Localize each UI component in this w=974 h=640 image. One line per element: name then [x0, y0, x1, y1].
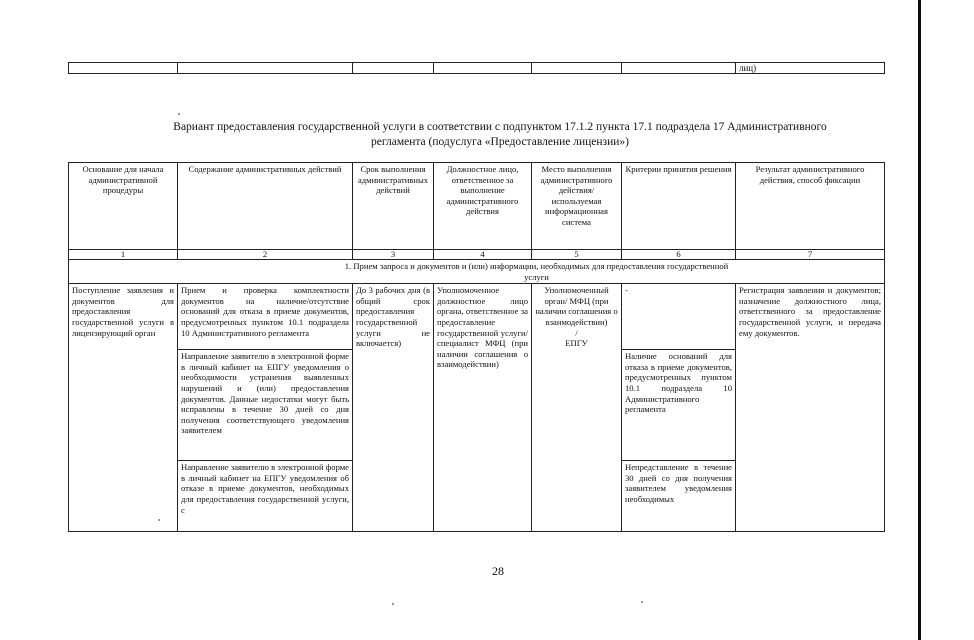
header-cell: Должностное лицо, ответственное за выполнение административного действия [434, 163, 532, 250]
continuation-row [69, 63, 885, 74]
column-number-row [69, 250, 885, 260]
scan-speck [178, 113, 180, 115]
criteria-cell: Непредставление в течение 30 дней со дня получения заявителем уведомления необходимых [622, 461, 736, 532]
column-number: 6 [622, 250, 736, 260]
section-heading [120, 120, 880, 150]
place-portal: ЕПГУ [565, 338, 588, 349]
column-number: 2 [178, 250, 353, 260]
term-cell: До 3 рабочих дня (в общий срок предоставления государственной услуги не включается) [353, 284, 434, 532]
header-cell: Срок выполнения административных действий [353, 163, 434, 250]
header-cell: Критерии принятия решения [622, 163, 736, 250]
action-cell: Направление заявителю в электронной форме в личный кабинет на ЕПГУ уведомления об отказе в приеме документов, необходимых для предоставления государственной услуги, с [178, 461, 353, 532]
scan-speck [158, 519, 160, 521]
heading-line-2: регламента (подуслуга «Предоставление лицензии») [371, 136, 629, 148]
section-title: 1. Прием запроса и документов и (или) информации, необходимых для предоставления государственной услуги [69, 260, 885, 284]
place-separator: / [575, 327, 578, 338]
heading-line-1: Вариант предоставления государственной услуги в соответствии с подпунктом 17.1.2 пункта 17.1 подраздела 17 Административного [173, 121, 827, 133]
column-number: 3 [353, 250, 434, 260]
criteria-cell: Наличие оснований для отказа в приеме документов, предусмотренных пунктом 10.1 подраздела 10 Административного регламента [622, 350, 736, 461]
place-primary: Уполномоченный орган/ МФЦ (при наличии соглашения о взаимодействии) [535, 285, 618, 327]
procedure-table [68, 162, 885, 532]
header-cell: Результат административного действия, способ фиксации [736, 163, 885, 250]
header-cell: Содержание административных действий [178, 163, 353, 250]
criteria-cell: - [622, 284, 736, 350]
header-cell: Основание для начала административной процедуры [69, 163, 178, 250]
continuation-table [68, 62, 885, 74]
page-edge-divider [918, 0, 921, 640]
column-number: 7 [736, 250, 885, 260]
section-title-row [69, 260, 885, 284]
action-cell: Направление заявителю в электронной форме в личный кабинет на ЕПГУ уведомления о необходимости устранения выявленных нарушений и (или) предоставления документов. Данные недостатки могут быть исправлены в течение 30 дней со дня получения соответствующего уведомления заявителем [178, 350, 353, 461]
result-cell: Регистрация заявления и документов; назначение должностного лица, ответственного за предоставление государственной услуги, и передача ему документов. [736, 284, 885, 532]
column-number: 1 [69, 250, 178, 260]
basis-cell: Поступление заявления и документов для предоставления государственной услуги в лицензирующий орган [69, 284, 178, 532]
header-row [69, 163, 885, 250]
place-cell [532, 284, 622, 532]
action-cell: Прием и проверка комплектности документов на наличие/отсутствие оснований для отказа в приеме документов, предусмотренных пунктом 10.1 подраздела 10 Административного регламента [178, 284, 353, 350]
scan-speck [392, 603, 394, 605]
column-number: 4 [434, 250, 532, 260]
column-number: 5 [532, 250, 622, 260]
official-cell: Уполномоченное должностное лицо органа, ответственное за предоставление государственной услуги/специалист МФЦ (при наличии соглашения о взаимодействии) [434, 284, 532, 532]
page-number: 28 [492, 564, 504, 578]
continuation-cell: лиц) [736, 63, 885, 74]
table-row [69, 284, 885, 350]
header-cell: Место выполнения административного действия/ используемая информационная система [532, 163, 622, 250]
scan-speck [641, 601, 643, 603]
